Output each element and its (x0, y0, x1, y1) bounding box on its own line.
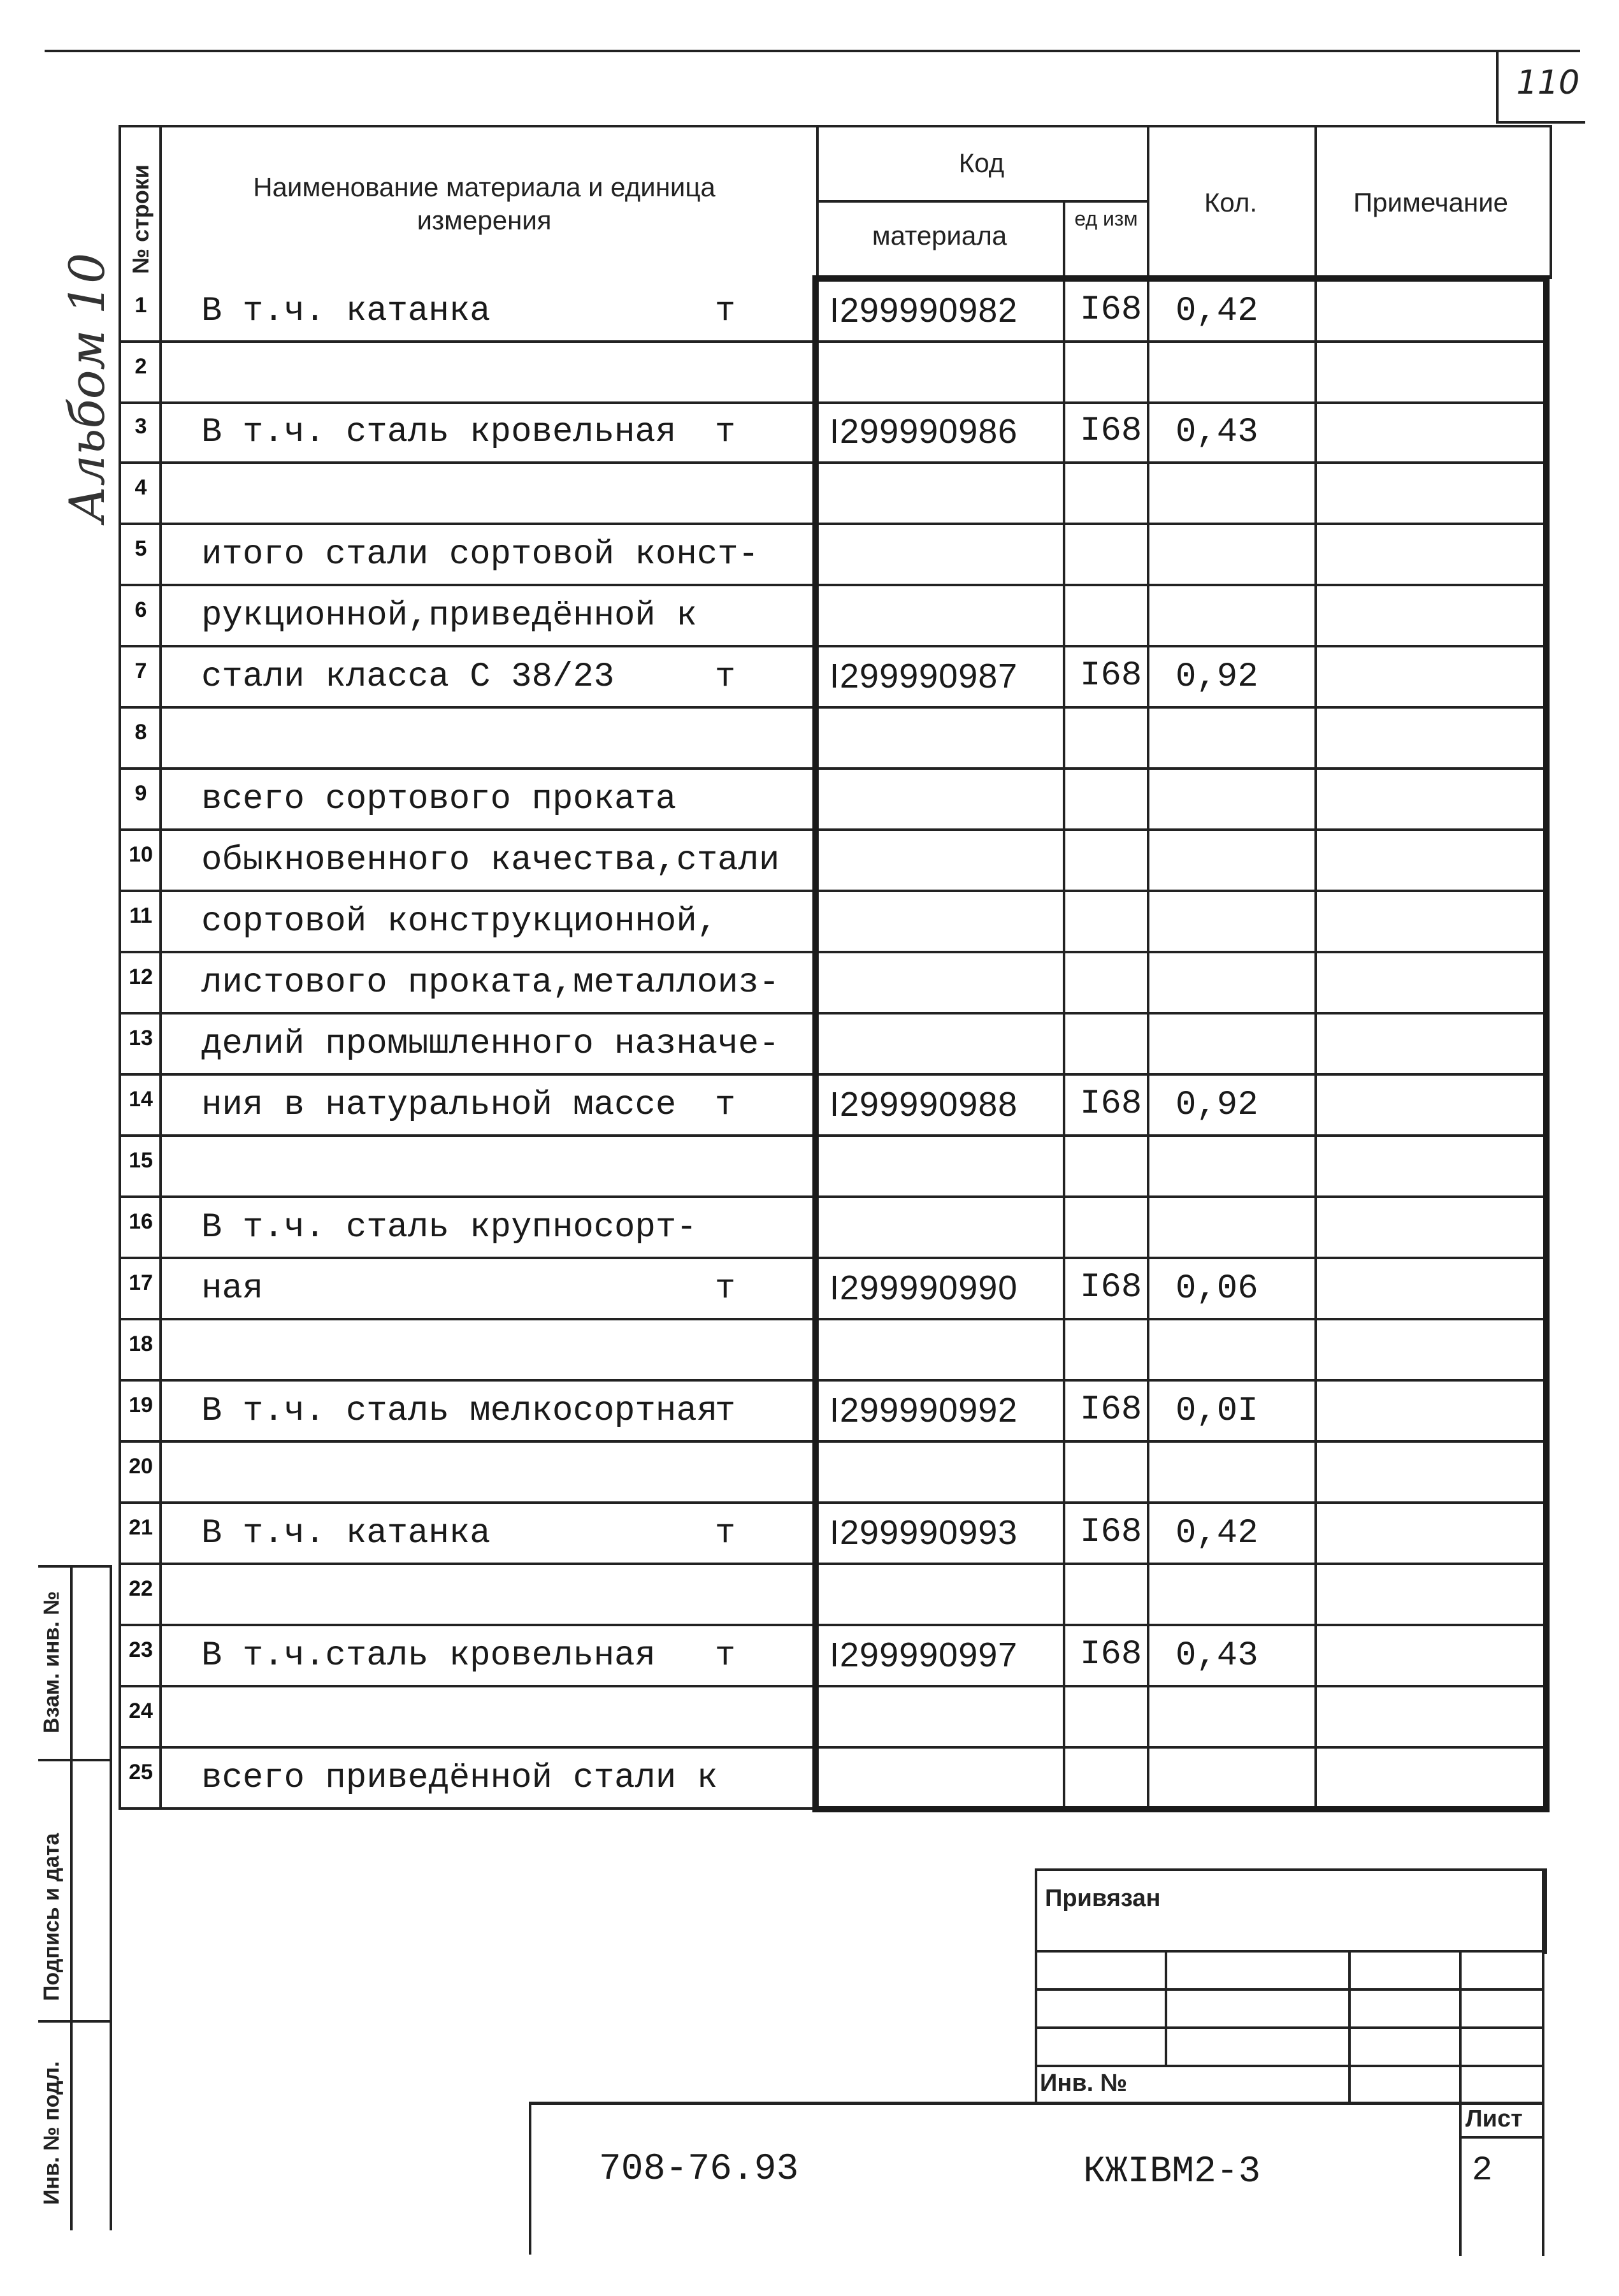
unit-of-measure: т (715, 1269, 736, 1308)
row-number: 15 (129, 1148, 153, 1173)
material-name: всего приведённой стали к (201, 1759, 718, 1798)
row-number: 24 (129, 1699, 153, 1723)
row-number: 12 (129, 965, 153, 989)
row-number: 7 (134, 659, 147, 683)
side-strip-divider (38, 1759, 112, 1761)
side-strip-divider (38, 2020, 112, 2023)
row-divider (119, 1440, 1547, 1443)
header-quantity: Кол. (1204, 187, 1258, 217)
stamp-inv-no: Инв. № (1040, 2070, 1128, 2097)
header-code: Код (958, 148, 1005, 178)
row-number: 22 (129, 1577, 153, 1601)
material-code: I299990982 (830, 291, 1018, 329)
row-number: 3 (134, 414, 147, 438)
unit-of-measure: т (715, 413, 736, 452)
stamp-bound-label: Привязан (1045, 1885, 1161, 1912)
row-divider (119, 584, 1547, 586)
header-divider (159, 125, 162, 279)
row-divider (119, 1195, 1547, 1198)
side-label-inv-original: Инв. № подл. (40, 2061, 64, 2205)
quantity: 0,42 (1176, 1514, 1258, 1553)
unit-of-measure: т (715, 1086, 736, 1125)
row-number: 17 (129, 1271, 153, 1295)
material-name: обыкновенного качества,стали (201, 841, 780, 880)
material-name: всего сортового проката (201, 780, 677, 819)
thick-frame (812, 275, 1550, 282)
material-code: I299990997 (830, 1636, 1018, 1674)
thick-frame (812, 1806, 1550, 1812)
stamp-sheet-number: 2 (1472, 2151, 1493, 2190)
stamp-line (1035, 1988, 1544, 1991)
unit-code: I68 (1080, 1390, 1142, 1429)
stamp-doc-number: 708-76.93 (599, 2149, 799, 2190)
side-strip-border (70, 1568, 73, 2230)
row-number: 4 (134, 475, 147, 500)
quantity: 0,0I (1176, 1392, 1258, 1431)
stamp-line (1035, 2026, 1544, 2029)
row-number: 20 (129, 1454, 153, 1478)
header-subdivider (816, 200, 1147, 203)
stamp-line (1035, 2065, 1544, 2067)
row-divider (119, 523, 1547, 525)
unit-code: I68 (1080, 1268, 1142, 1307)
row-number: 23 (129, 1638, 153, 1662)
page-number-frame-bottom (1496, 121, 1585, 124)
unit-code: I68 (1080, 656, 1142, 695)
material-name: сортовой конструкционной, (201, 902, 718, 941)
row-divider (119, 401, 1547, 404)
material-name: В т.ч.сталь кровельная (201, 1636, 656, 1675)
unit-code: I68 (1080, 1635, 1142, 1674)
row-number: 2 (134, 354, 147, 379)
quantity: 0,92 (1176, 658, 1258, 697)
row-divider (119, 1379, 1547, 1382)
material-name: ная (201, 1269, 264, 1308)
row-number: 9 (134, 781, 147, 805)
row-number: 1 (134, 293, 147, 317)
page-number-frame (1496, 51, 1499, 122)
row-divider (119, 461, 1547, 464)
material-code: I299990988 (830, 1085, 1018, 1123)
side-label-replaced-inv: Взам. инв. № (40, 1591, 64, 1733)
material-name: В т.ч. сталь кровельная (201, 413, 677, 452)
header-code-material: материала (872, 220, 1007, 250)
thick-frame (812, 277, 819, 1809)
unit-code: I68 (1080, 412, 1142, 451)
material-name: В т.ч. сталь крупносорт- (201, 1208, 697, 1247)
unit-of-measure: т (715, 658, 736, 697)
stamp-line (1035, 1868, 1037, 2104)
stamp-line (1165, 1950, 1167, 2065)
material-code: I299990990 (830, 1269, 1018, 1307)
header-name: Наименование материала и единица измерения (253, 172, 716, 235)
unit-code: I68 (1080, 291, 1142, 329)
side-strip-divider (38, 1565, 112, 1568)
row-divider (119, 767, 1547, 770)
column-divider (1314, 278, 1317, 1809)
row-divider (119, 1318, 1547, 1320)
stamp-line (1542, 1868, 1544, 2256)
material-name: В т.ч. катанка (201, 1514, 491, 1553)
row-number: 5 (134, 537, 147, 561)
unit-code: I68 (1080, 1513, 1142, 1552)
material-code: I299990992 (830, 1391, 1018, 1429)
row-divider (119, 890, 1547, 892)
row-number: 6 (134, 598, 147, 622)
row-divider (119, 1501, 1547, 1504)
material-name: В т.ч. сталь мелкосортная (201, 1392, 718, 1431)
material-name: итого стали сортовой конст- (201, 535, 759, 574)
unit-of-measure: т (715, 1636, 736, 1675)
material-name: В т.ч. катанка (201, 292, 491, 331)
column-divider (1063, 278, 1065, 1809)
row-number: 19 (129, 1393, 153, 1417)
row-divider (119, 1563, 1547, 1565)
header-row-number: № строки (127, 164, 154, 274)
row-number: 10 (129, 842, 153, 867)
row-divider (119, 1685, 1547, 1687)
row-divider (119, 340, 1547, 343)
row-number: 13 (129, 1026, 153, 1050)
material-code: I299990987 (830, 657, 1018, 695)
row-divider (119, 1134, 1547, 1137)
row-number: 25 (129, 1760, 153, 1784)
album-label: Альбом 10 (59, 252, 115, 523)
row-divider (119, 951, 1547, 953)
row-divider (119, 1624, 1547, 1626)
row-divider (119, 1073, 1547, 1076)
material-code: I299990986 (830, 412, 1018, 451)
quantity: 0,43 (1176, 1636, 1258, 1675)
stamp-line (1459, 2136, 1544, 2139)
side-strip-border (110, 1568, 112, 2230)
unit-code: I68 (1080, 1085, 1142, 1123)
material-name: ния в натуральной массе (201, 1086, 677, 1125)
row-number: 21 (129, 1515, 153, 1540)
row-number: 11 (129, 904, 152, 928)
material-name: делий промышленного назначе- (201, 1025, 780, 1064)
quantity: 0,06 (1176, 1269, 1258, 1308)
side-label-signature-date: Подпись и дата (40, 1833, 64, 2001)
unit-of-measure: т (715, 1392, 736, 1431)
column-divider (1147, 278, 1149, 1809)
row-number: 16 (129, 1209, 153, 1234)
quantity: 0,43 (1176, 413, 1258, 452)
stamp-line (1035, 1950, 1544, 1953)
row-divider (119, 1012, 1547, 1014)
row-divider (119, 1257, 1547, 1259)
stamp-main-left (529, 2102, 531, 2255)
page-number: 110 (1516, 64, 1580, 102)
row-divider (119, 1746, 1547, 1749)
quantity: 0,42 (1176, 292, 1258, 331)
row-divider (119, 828, 1547, 831)
unit-of-measure: т (715, 292, 736, 331)
top-border (45, 50, 1580, 52)
column-divider (159, 278, 162, 1809)
row-number: 18 (129, 1332, 153, 1356)
column-divider (119, 278, 121, 1809)
unit-of-measure: т (715, 1514, 736, 1553)
row-number: 8 (134, 720, 147, 744)
material-code: I299990993 (830, 1513, 1018, 1552)
quantity: 0,92 (1176, 1086, 1258, 1125)
stamp-line (1348, 1950, 1351, 2103)
thick-frame (1543, 277, 1550, 1809)
row-number: 14 (129, 1087, 153, 1111)
material-name: стали класса С 38/23 (201, 658, 615, 697)
row-divider (119, 645, 1547, 647)
material-name: листового проката,металлоиз- (201, 964, 780, 1002)
stamp-main-line (529, 2102, 1544, 2105)
header-code-unit: ед изм (1074, 207, 1138, 230)
stamp-doc-code: КЖIВМ2-3 (1083, 2151, 1261, 2193)
header-note: Примечание (1353, 187, 1509, 217)
stamp-sheet-label: Лист (1465, 2105, 1523, 2132)
row-divider (119, 706, 1547, 709)
material-name: рукционной,приведённой к (201, 596, 697, 635)
